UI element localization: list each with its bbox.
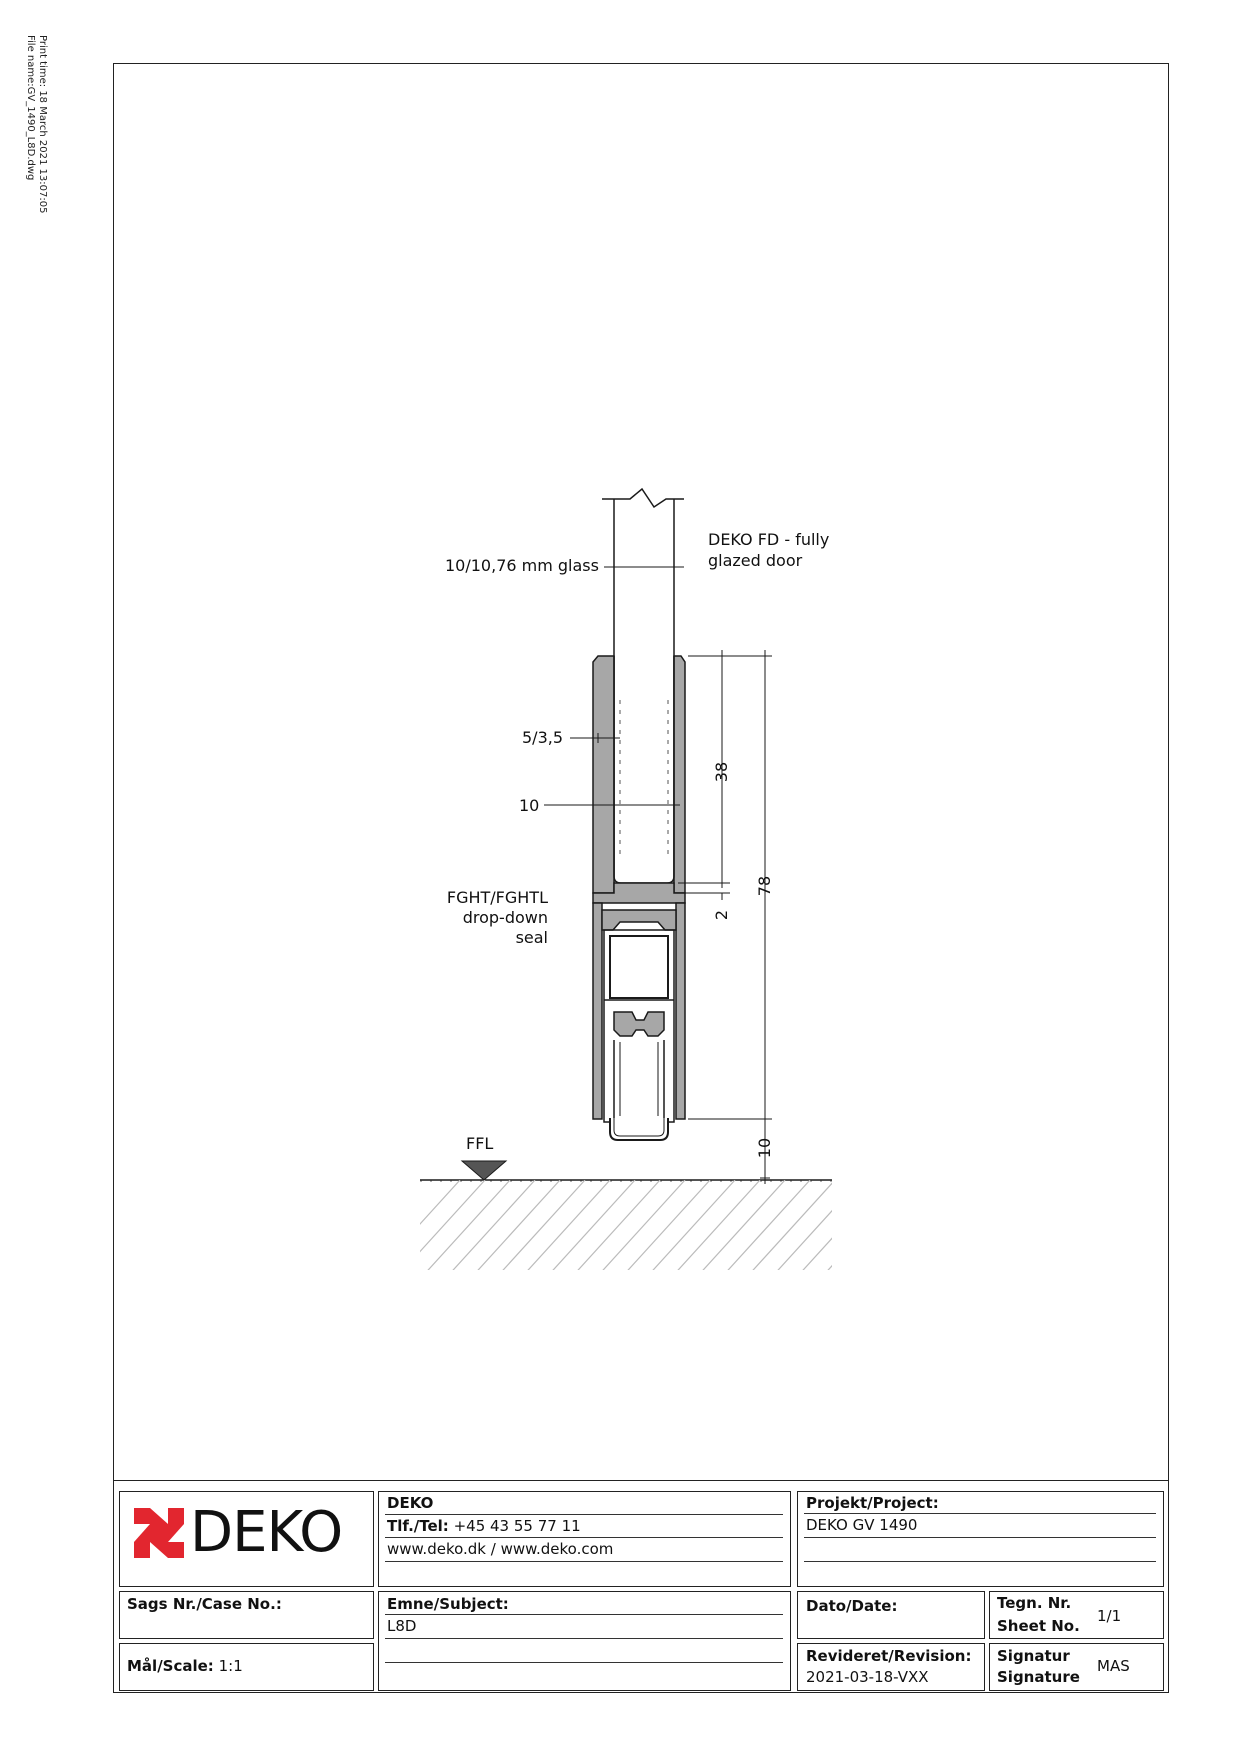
seal-cap — [602, 910, 676, 930]
dim-38-label: 38 — [712, 761, 731, 783]
seal-clip — [614, 1012, 664, 1036]
seal-label-line1: FGHT/FGHTL — [446, 888, 548, 907]
tel-label: Tlf./Tel: — [387, 1517, 449, 1535]
scale-label: Mål/Scale: — [127, 1657, 214, 1675]
file-name: File name:GV_1490_L8D.dwg — [25, 35, 36, 181]
revision-value: 2021-03-18-VXX — [806, 1668, 929, 1686]
ffl-label: FFL — [466, 1134, 494, 1153]
seal-mechanism — [610, 936, 668, 998]
date-label: Dato/Date: — [806, 1597, 898, 1615]
subject-value: L8D — [387, 1617, 417, 1635]
signature-value: MAS — [1097, 1657, 1130, 1675]
profile-right-wall — [674, 656, 685, 893]
dim-2-label: 2 — [712, 909, 731, 921]
seal-label-line3: seal — [515, 928, 548, 947]
housing-right-wall — [676, 903, 685, 1119]
deko-logo-mark-icon — [134, 1508, 184, 1558]
dim-5-35-label: 5/3,5 — [522, 728, 564, 747]
scale-value: 1:1 — [218, 1657, 243, 1675]
dim-10-inner-label: 10 — [519, 796, 540, 815]
sheet-value: 1/1 — [1097, 1607, 1122, 1625]
signature-label-2: Signature — [997, 1668, 1080, 1686]
sheet-label-2: Sheet No. — [997, 1617, 1080, 1635]
glass-bottom — [614, 656, 674, 883]
website-link[interactable]: www.deko.dk / www.deko.com — [387, 1540, 614, 1558]
door-label-line1: DEKO FD - fully — [708, 530, 830, 549]
ffl-marker — [462, 1161, 506, 1180]
floor-hatch — [360, 1180, 910, 1290]
project-value: DEKO GV 1490 — [806, 1516, 918, 1534]
dim-10-floor-label: 10 — [755, 1137, 774, 1159]
seal-label-line2: drop-down — [462, 908, 548, 927]
print-time: Print time: 18 March 2021 13:07:05 — [37, 35, 48, 214]
deko-logo — [134, 1500, 343, 1565]
company-name: DEKO — [387, 1494, 434, 1512]
dim-78-label: 78 — [755, 875, 774, 897]
revision-label: Revideret/Revision: — [806, 1647, 972, 1665]
project-label: Projekt/Project: — [806, 1494, 939, 1512]
subject-label: Emne/Subject: — [387, 1595, 509, 1613]
case-label: Sags Nr./Case No.: — [127, 1595, 282, 1613]
company-cell — [378, 1491, 791, 1587]
housing-left-wall — [593, 903, 602, 1119]
tel-value: +45 43 55 77 11 — [453, 1517, 581, 1535]
door-label-line2: glazed door — [708, 551, 803, 570]
sheet-label-1: Tegn. Nr. — [997, 1594, 1072, 1612]
glass-label: 10/10,76 mm glass — [445, 556, 599, 575]
rubber-seal — [610, 1118, 668, 1140]
deko-logo-text: DEKO — [190, 1500, 343, 1565]
profile-left-wall — [593, 656, 614, 893]
signature-label-1: Signatur — [997, 1647, 1070, 1665]
